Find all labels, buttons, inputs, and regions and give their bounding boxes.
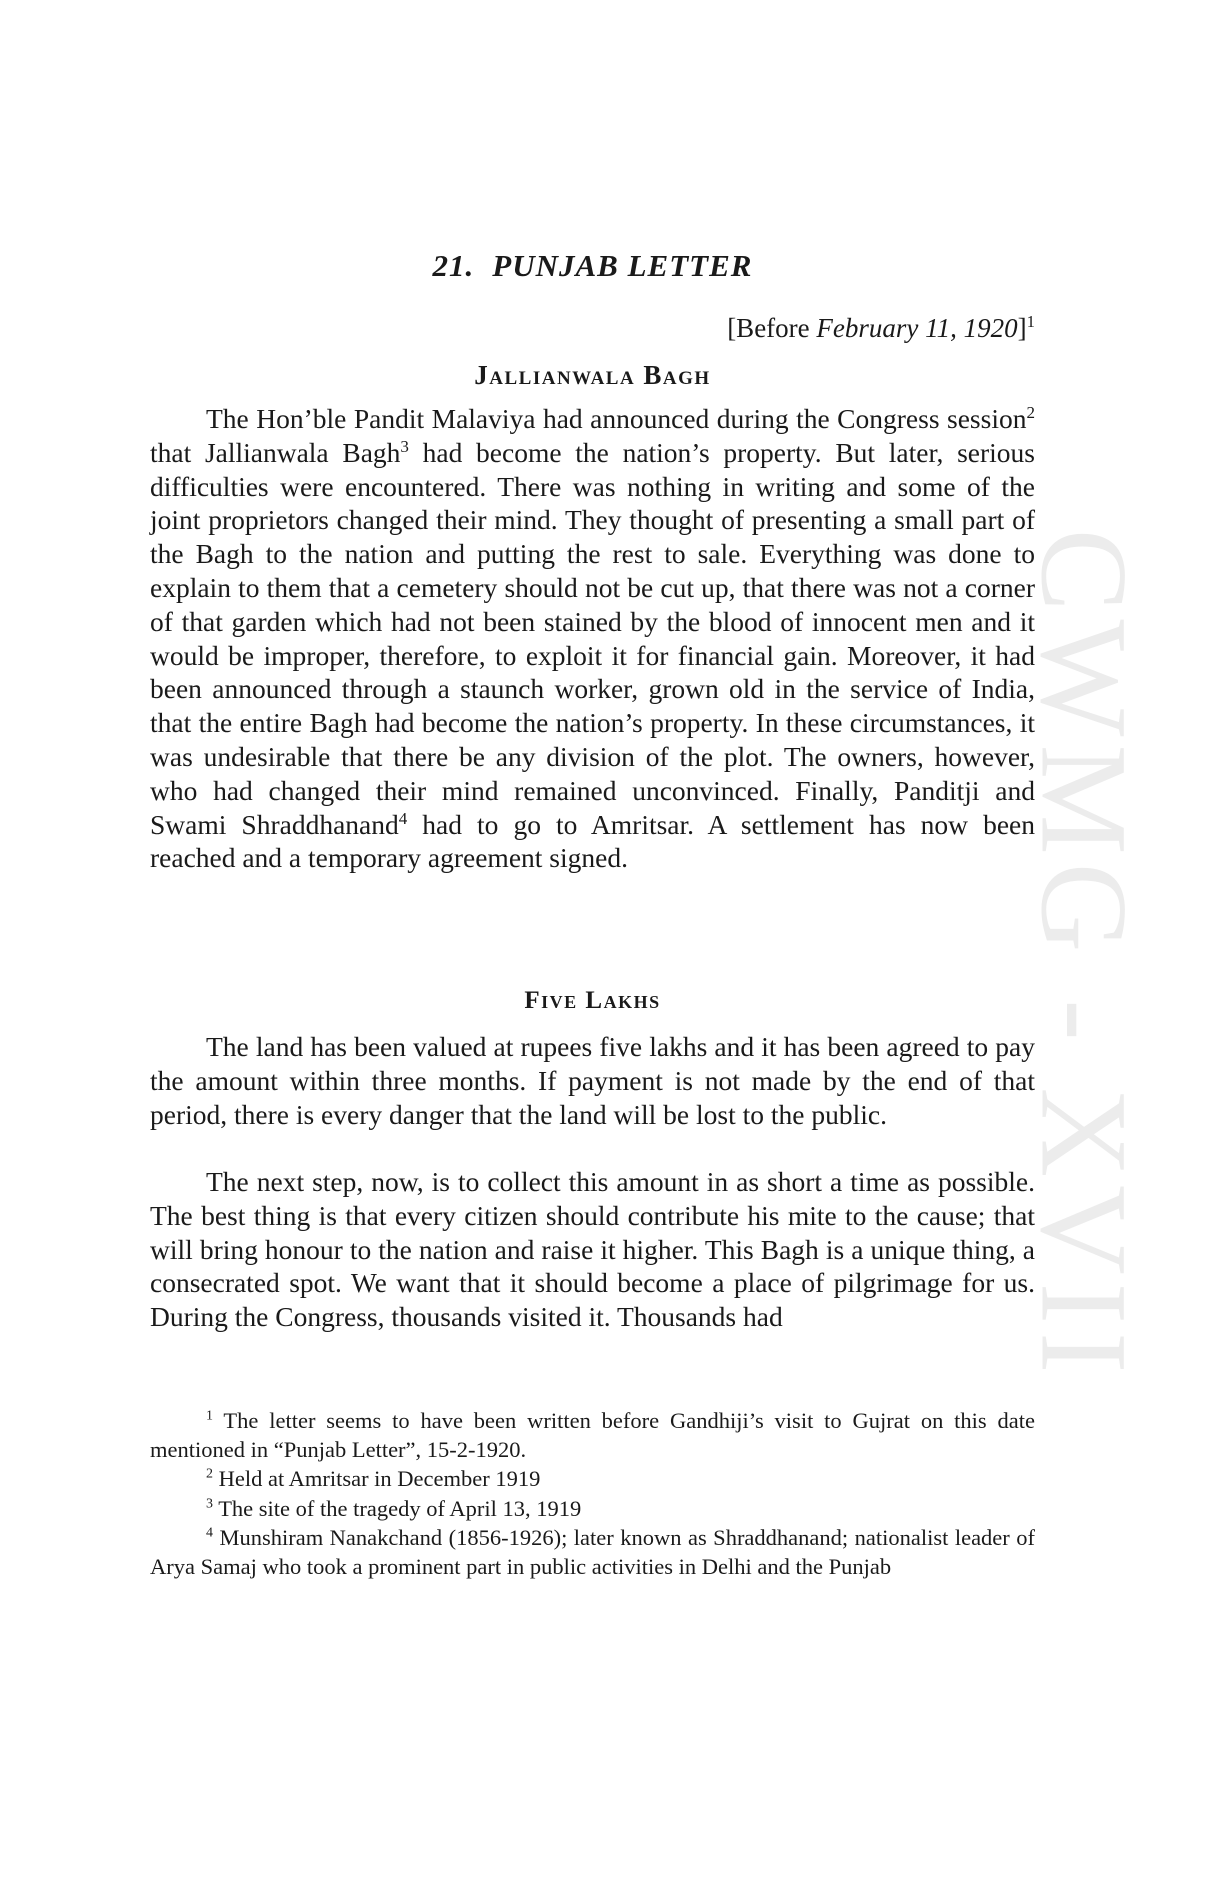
article-title-text: PUNJAB LETTER xyxy=(492,248,753,283)
paragraph-text: The land has been valued at rupees five lakhs and it has been agreed to pay the amount within three months. If payment is not made by the end of that period, there is every danger that the land will be lost to the public. xyxy=(150,1031,1035,1130)
article-title xyxy=(150,248,1035,284)
date-suffix: ] xyxy=(1017,313,1027,343)
footnote-number: 3 xyxy=(206,1496,213,1512)
footnote-3 xyxy=(150,1494,1035,1523)
body-paragraph xyxy=(150,1165,1035,1334)
footnote-text: The site of the tragedy of April 13, 1919 xyxy=(218,1495,582,1521)
footnote-number: 1 xyxy=(206,1408,213,1424)
footnote-ref: 3 xyxy=(400,436,409,456)
paragraph-text: that Jallianwala Bagh xyxy=(150,436,401,468)
paragraph-text: had become the nation’s property. But later, serious difficulties were encountered. There was nothing in writing and some of the joint proprietors changed their mind. They thought of presenting a small part of the Bagh to the nation and putting the rest to sale. Everything was done to explain to them that a cemetery should not be cut up, that there was not a corner of that garden which had not been stained by the blood of innocent men and it would be improper, therefore, to exploit it for financial gain. Moreover, it had been announced through a staunch worker, grown old in the service of India, that the entire Bagh had become the nation’s property. In these circumstances, it was undesirable that there be any division of the plot. The owners, however, who had changed their mind remained unconvinced. Finally, Panditji and Swami Shraddhanand xyxy=(150,436,1036,840)
footnote-number: 2 xyxy=(206,1466,213,1482)
section-heading-jallianwala-bagh: Jallianwala Bagh xyxy=(474,360,711,390)
footnote-text: Held at Amritsar in December 1919 xyxy=(218,1466,541,1492)
footnote-number: 4 xyxy=(206,1525,213,1541)
paragraph-text: had to go to Amritsar. A settlement has now been reached and a temporary agreement signed. xyxy=(150,808,1035,874)
footnote-4 xyxy=(150,1523,1035,1581)
footnote-1 xyxy=(150,1406,1035,1464)
footnote-text: Munshiram Nanakchand (1856-1926); later known as Shraddhanand; nationalist leader of Arya Samaj who took a prominent part in public activities in Delhi and the Punjab xyxy=(150,1524,1036,1580)
footnotes xyxy=(150,1406,1035,1581)
paragraph-text: The Hon’ble Pandit Malaviya had announced during the Congress session xyxy=(206,403,1027,434)
body-paragraph xyxy=(150,402,1035,875)
date-prefix: [Before xyxy=(727,313,817,343)
footnote-2 xyxy=(150,1464,1035,1493)
footnote-ref: 4 xyxy=(398,808,408,828)
footnote-text: The letter seems to have been written before Gandhiji’s visit to Gujrat on this date mentioned in “Punjab Letter”, 15-2-1920. xyxy=(150,1408,1035,1463)
article-number: 21. xyxy=(432,248,475,283)
date-footnote-ref: 1 xyxy=(1026,312,1035,331)
section-heading-five-lakhs: Five Lakhs xyxy=(524,987,661,1014)
paragraph-text: The next step, now, is to collect this amount in as short a time as possible. The best thing is that every citizen should contribute his mite to the cause; that will bring honour to the nation and raise it higher. This Bagh is a unique thing, a consecrated spot. We want that it should become a place of pilgrimage for us. During the Congress, thousands visited it. Thousands had xyxy=(150,1166,1035,1333)
date-text: February 11, 1920 xyxy=(816,313,1018,343)
body-paragraph xyxy=(150,1030,1035,1131)
watermark-text: CWMG - XVII xyxy=(1015,528,1152,1382)
footnote-ref: 2 xyxy=(1026,402,1035,422)
watermark xyxy=(1015,470,1152,1440)
dateline xyxy=(150,313,1035,344)
